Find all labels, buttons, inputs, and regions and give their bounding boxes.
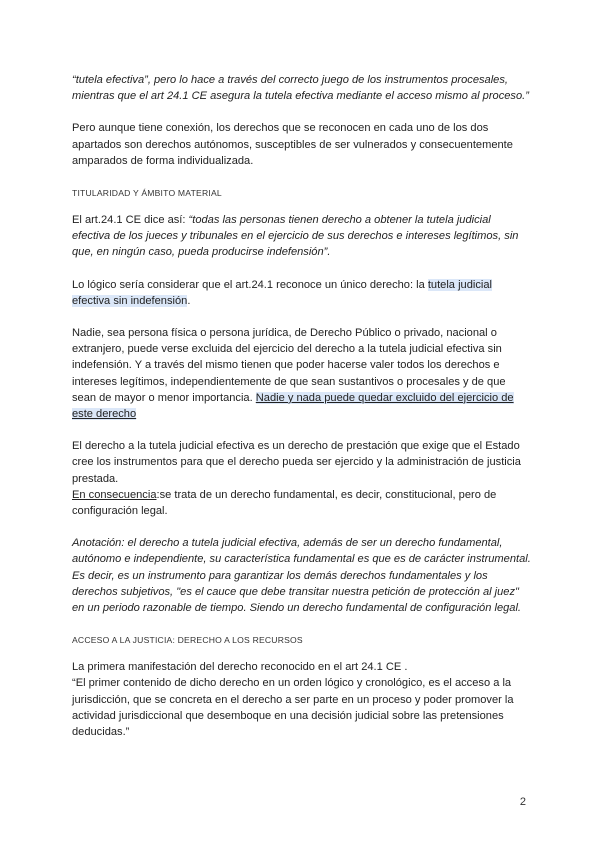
art-quote-text: “todas las personas tienen derecho a obtener la tutela judicial efectiva de los jueces y tribunales en el ejercicio de sus derechos e intereses legítimos, sin que, en ningún caso, pueda producirse indefensión”. xyxy=(72,214,519,259)
unique-right-text: Lo lógico sería considerar que el art.24.1 reconoce un único derecho: la xyxy=(72,278,428,291)
paragraph-primera-manifestacion: La primera manifestación del derecho reconocido en el art 24.1 CE . xyxy=(72,661,408,674)
unique-right-end: . xyxy=(187,294,191,307)
paragraph-primer-contenido: “El primer contenido de dicho derecho en un orden lógico y cronológico, es el acceso a la jurisdicción, que se concreta en el derecho a ser parte en un proceso y poder promover la actividad jurisdiccional que desemboque en una decisión judicial sobre las pretensiones deducidas.” xyxy=(72,677,514,739)
highlighted-text-tutela[interactable]: tutela judicial efectiva sin indefensión xyxy=(72,278,492,307)
quote-paragraph: “tutela efectiva”, pero lo hace a través del correcto juego de los instrumentos procesales, mientras que el art 24.1 CE asegura la tutela efectiva mediante el acceso mismo al proceso.” xyxy=(72,74,529,103)
paragraph-autonomous-rights: Pero aunque tiene conexión, los derechos que se reconocen en cada uno de los dos apartados son derechos autónomos, susceptibles de ser vulnerados y consecuentemente amparados de forma individualizada. xyxy=(72,122,513,167)
art-intro-text: El art.24.1 CE dice así: xyxy=(72,214,189,227)
paragraph-consecuencia xyxy=(72,487,532,519)
nadie-text: Nadie, sea persona física o persona jurídica, de Derecho Público o privado, nacional o extranjero, puede verse excluida del ejercicio del derecho a la tutela judicial efectiva sin indefensión. Y a través del mismo tienen que poder hacerse valer todos los derechos e intereses legítimos, independientemente de que sean sustantivos o procesales y de que sean de mayor o menor importancia. xyxy=(72,327,506,404)
section-heading-titularidad: TITULARIDAD Y ÁMBITO MATERIAL xyxy=(72,188,222,199)
paragraph-art-24-1 xyxy=(72,212,532,261)
section-heading-acceso: ACCESO A LA JUSTICIA: DERECHO A LOS RECURSOS xyxy=(72,635,303,646)
page-number: 2 xyxy=(519,796,526,808)
paragraph-unique-right xyxy=(72,277,532,309)
paragraph-prestacion: El derecho a la tutela judicial efectiva es un derecho de prestación que exige que el Estado cree los instrumentos para que el derecho pueda ser ejercido y la administración de justicia prestada. xyxy=(72,440,521,485)
highlighted-text-nadie[interactable]: Nadie y nada puede quedar excluido del ejercicio de este derecho xyxy=(72,391,514,421)
paragraph-nadie xyxy=(72,325,532,422)
document-body xyxy=(72,72,532,740)
annotation-paragraph: Anotación: el derecho a tutela judicial efectiva, además de ser un derecho fundamental, autónomo e independiente, su característica fundamental es que es de carácter instrumental. Es decir, es un instrumento para garantizar los demás derechos fundamentales y los derechos subjetivos, "es el cauce que debe transitar nuestra petición de protección al juez" en un periodo razonable de tiempo. Siendo un derecho fundamental de configuración legal. xyxy=(72,537,531,615)
consecuencia-text: :se trata de un derecho fundamental, es decir, constitucional, pero de configuración legal. xyxy=(72,488,497,518)
underlined-text-consecuencia: En consecuencia xyxy=(72,488,157,501)
